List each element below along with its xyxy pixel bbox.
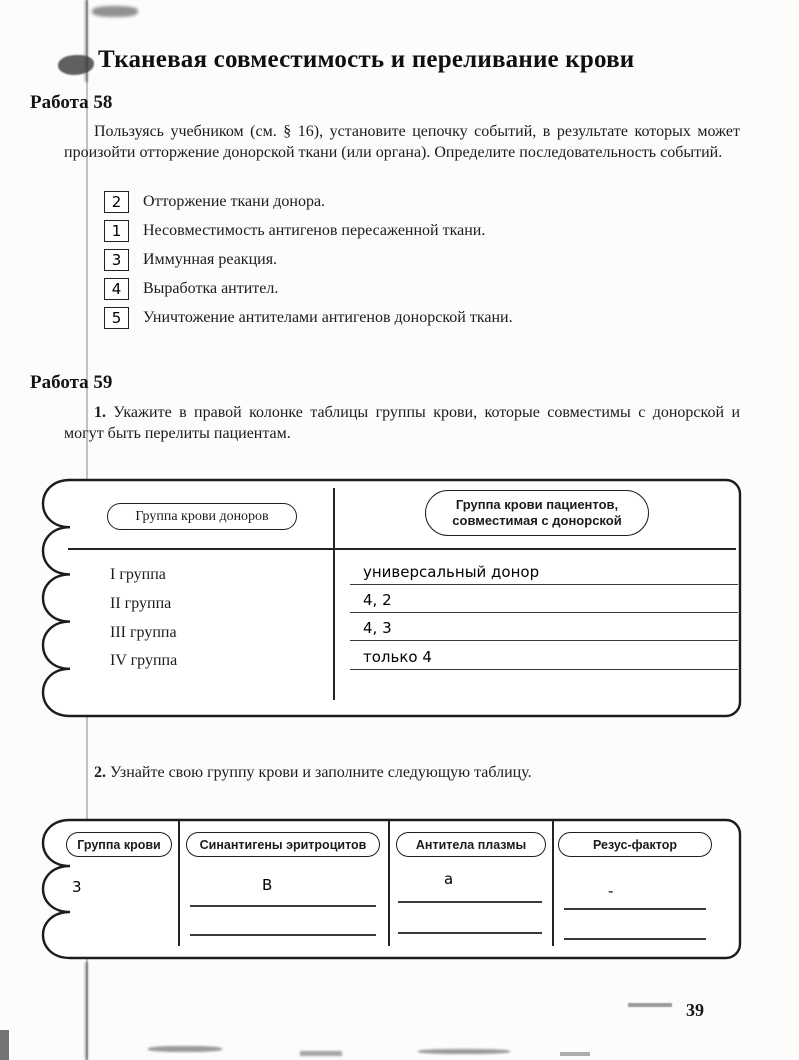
page-number: 39	[686, 1000, 704, 1020]
handwritten-answer: В	[262, 876, 273, 894]
order-box: 1	[104, 220, 129, 242]
rh-factor-header	[558, 832, 712, 857]
work58-instruction: Пользуясь учебником (см. § 16), установите цепочку событий, в результате которых может произойти отторжение донорской ткани (или органа). Определите последовательность событий.	[64, 123, 740, 161]
scan-artifact	[58, 55, 94, 75]
plasma-antibodies-header-label: Антитела плазмы	[415, 837, 527, 852]
column-divider	[333, 488, 335, 700]
scan-artifact	[148, 1046, 222, 1052]
erythrocyte-antigens-header	[186, 832, 380, 857]
sequence-item-text: Иммунная реакция.	[143, 251, 278, 268]
handwritten-answer: 4, 2	[363, 591, 392, 609]
handwritten-answer: -	[608, 882, 614, 900]
scan-artifact	[628, 1003, 672, 1007]
answer-line	[190, 934, 376, 936]
handwritten-answer: а	[444, 870, 454, 888]
compatibility-answer-field	[350, 587, 738, 613]
sequence-item	[104, 220, 513, 242]
work59-task2	[64, 763, 740, 784]
sequence-item-text: Несовместимость антигенов пересаженной ткани.	[143, 222, 486, 239]
answer-line	[398, 901, 542, 903]
task2-text: Узнайте свою группу крови и заполните следующую таблицу.	[110, 764, 532, 781]
blood-group-card	[30, 818, 742, 960]
work59-heading: Работа 59	[30, 372, 113, 393]
order-box: 5	[104, 307, 129, 329]
scan-artifact	[92, 6, 138, 17]
answer-line	[564, 938, 706, 940]
donor-column-header	[107, 503, 297, 530]
scan-artifact	[300, 1051, 342, 1056]
header-separator	[68, 548, 736, 550]
task2-number: 2.	[94, 764, 106, 781]
sequence-item-text: Уничтожение антителами антигенов донорской ткани.	[143, 309, 513, 326]
task1-text: Укажите в правой колонке таблицы группы крови, которые совместимы с донорской и могут быть перелиты пациентам.	[64, 404, 741, 442]
scan-artifact	[560, 1052, 590, 1056]
scan-artifact	[418, 1049, 510, 1054]
handwritten-answer: 3	[72, 878, 82, 896]
column-divider	[388, 820, 390, 946]
donor-compatibility-card	[30, 478, 742, 718]
sequence-item-text: Отторжение ткани донора.	[143, 193, 326, 210]
answer-line	[190, 905, 376, 907]
plasma-antibodies-header	[396, 832, 546, 857]
donor-group-label: I группа	[110, 566, 166, 583]
rh-factor-header-label: Резус-фактор	[592, 837, 677, 852]
blood-group-header-label: Группа крови	[77, 837, 161, 852]
order-box: 3	[104, 249, 129, 271]
order-box: 4	[104, 278, 129, 300]
donor-group-label: IV группа	[110, 652, 178, 669]
handwritten-answer: 4, 3	[363, 619, 392, 637]
donor-group-label: II группа	[110, 595, 172, 612]
blood-group-header	[66, 832, 172, 857]
compatibility-answer-field	[350, 559, 738, 585]
compatibility-answer-field	[350, 615, 738, 641]
donor-column-header-label: Группа крови доноров	[135, 508, 269, 524]
answer-line	[398, 932, 542, 934]
erythrocyte-antigens-header-label: Синантигены эритроцитов	[199, 837, 367, 852]
page-title: Тканевая совместимость и переливание крови	[98, 46, 635, 73]
order-box: 2	[104, 191, 129, 213]
sequence-item	[104, 307, 513, 329]
scan-artifact	[0, 1030, 9, 1060]
sequence-item	[104, 249, 513, 271]
sequence-list	[104, 191, 513, 336]
patient-column-header	[425, 490, 649, 536]
sequence-item	[104, 191, 513, 213]
work59-task1	[64, 403, 740, 444]
task1-number: 1.	[94, 404, 106, 421]
scan-artifact	[85, 962, 88, 1060]
work58-heading: Работа 58	[30, 92, 113, 113]
donor-group-label: III группа	[110, 624, 177, 641]
patient-column-header-label: Группа крови пациентов, совместимая с донорской	[452, 496, 622, 528]
handwritten-answer: только 4	[363, 648, 432, 666]
column-divider	[178, 820, 180, 946]
column-divider	[552, 820, 554, 946]
handwritten-answer: универсальный донор	[363, 563, 540, 581]
sequence-item	[104, 278, 513, 300]
answer-line	[564, 908, 706, 910]
compatibility-answer-field	[350, 644, 738, 670]
sequence-item-text: Выработка антител.	[143, 280, 279, 297]
